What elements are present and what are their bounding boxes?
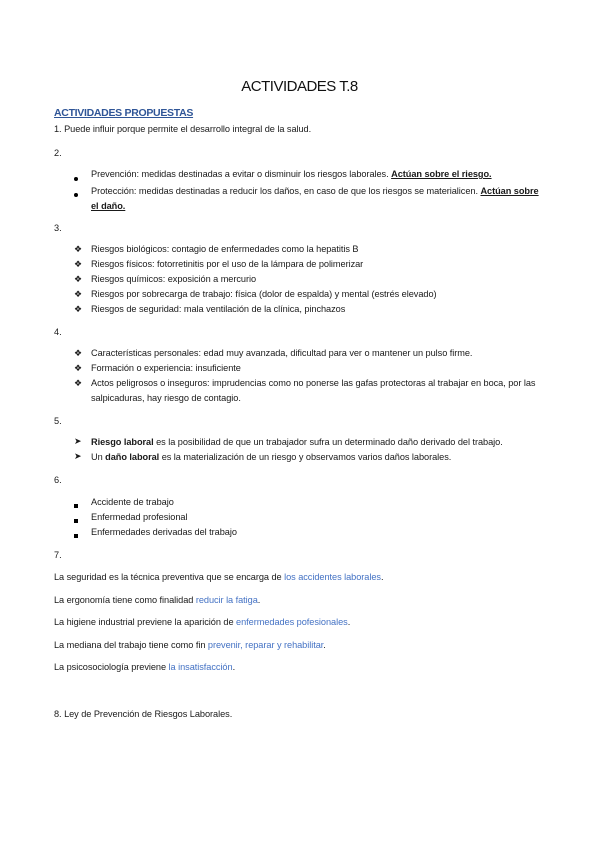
q7-sentence: [54, 640, 326, 650]
diamond-bullet-icon: ❖: [74, 348, 83, 358]
square-bullet-icon: [74, 530, 78, 540]
q7-sentence: [54, 595, 260, 605]
arrow-bullet-icon: ➤: [74, 451, 82, 461]
q3-item: Riesgos físicos: fotorretinitis por el uso de la lámpara de polimerizar: [91, 259, 364, 269]
q7-sentence-text: La psicosociología previene: [54, 662, 169, 672]
q3-item: Riesgos químicos: exposición a mercurio: [91, 274, 257, 284]
q4-item: Formación o experiencia: insuficiente: [91, 363, 241, 373]
q2-item-emphasis: Actúan sobre el daño.: [91, 186, 539, 211]
diamond-bullet-icon: ❖: [74, 259, 83, 269]
q7-sentence-text: La seguridad es la técnica preventiva que se encarga de: [54, 572, 285, 582]
diamond-bullet-icon: ❖: [74, 378, 83, 388]
q7-period: .: [257, 595, 261, 605]
question-5-number: 5.: [54, 416, 62, 426]
q3-item: Riesgos de seguridad: mala ventilación de la clínica, pinchazos: [91, 304, 346, 314]
q7-answer: la insatisfacción: [168, 662, 233, 672]
q5-item: [91, 452, 451, 462]
q7-period: .: [323, 640, 326, 650]
section-heading: ACTIVIDADES PROPUESTAS: [54, 107, 194, 119]
q7-period: .: [232, 662, 236, 672]
q7-period: .: [347, 617, 351, 627]
q7-sentence-text: La ergonomía tiene como finalidad: [54, 595, 196, 605]
q6-item: Enfermedad profesional: [91, 512, 188, 522]
q2-item-text: Protección: medidas destinadas a reducir los daños, en caso de que los riesgos se materialicen.: [91, 186, 481, 196]
q3-item: Riesgos por sobrecarga de trabajo: física (dolor de espalda) y mental (estrés elevado): [91, 289, 437, 299]
q7-answer: prevenir, reparar y rehabilitar: [207, 640, 324, 650]
square-bullet-icon: [74, 500, 78, 510]
diamond-bullet-icon: ❖: [74, 274, 83, 284]
q5-item-text: es la posibilidad de que un trabajador sufra un determinado daño derivado del trabajo.: [153, 437, 503, 447]
question-4-number: 4.: [54, 327, 62, 337]
diamond-bullet-icon: ❖: [74, 304, 83, 314]
disc-bullet-icon: [74, 189, 78, 199]
q7-answer: reducir la fatiga: [195, 595, 258, 605]
q5-item-term: Riesgo laboral: [91, 437, 154, 447]
q3-item: Riesgos biológicos: contagio de enfermedades como la hepatitis B: [91, 244, 359, 254]
disc-bullet-icon: [74, 173, 78, 183]
q7-answer: enfermedades pofesionales: [236, 617, 348, 627]
question-7-number: 7.: [54, 550, 62, 560]
question-6-number: 6.: [54, 475, 62, 485]
q2-item: [91, 169, 492, 179]
arrow-bullet-icon: ➤: [74, 436, 82, 446]
q5-item-prefix: Un: [91, 452, 106, 462]
q4-item: Actos peligrosos o inseguros: imprudencias como no ponerse las gafas protectoras al trabajar en boca, por las salpicaduras, hay riesgo de contagio.: [91, 378, 536, 403]
q7-sentence: [54, 572, 383, 582]
answer-1: 1. Puede influir porque permite el desarrollo integral de la salud.: [54, 124, 312, 134]
q5-item-text: es la materialización de un riesgo y observamos varios daños laborales.: [159, 452, 452, 462]
diamond-bullet-icon: ❖: [74, 289, 83, 299]
answer-8: 8. Ley de Prevención de Riesgos Laborales.: [54, 709, 233, 719]
q6-item: Enfermedades derivadas del trabajo: [91, 527, 237, 537]
diamond-bullet-icon: ❖: [74, 363, 83, 373]
document-title: ACTIVIDADES T.8: [241, 78, 358, 95]
diamond-bullet-icon: ❖: [74, 244, 83, 254]
q5-item-term: daño laboral: [105, 452, 160, 462]
q2-item-text: Prevención: medidas destinadas a evitar o disminuir los riesgos laborales.: [91, 169, 392, 179]
q2-item-emphasis: Actúan sobre el riesgo.: [391, 169, 492, 179]
q2-item: [91, 184, 546, 214]
question-2-number: 2.: [54, 148, 62, 158]
question-3-number: 3.: [54, 223, 62, 233]
q7-sentence-text: La higiene industrial previene la aparición de: [54, 617, 237, 627]
q6-item: Accidente de trabajo: [91, 497, 174, 507]
q7-sentence-text: La mediana del trabajo tiene como fin: [54, 640, 208, 650]
square-bullet-icon: [74, 515, 78, 525]
q7-answer: los accidentes laborales: [284, 572, 381, 582]
q4-item: Características personales: edad muy avanzada, dificultad para ver o mantener un pulso firme.: [91, 348, 473, 358]
q5-item: [91, 437, 503, 447]
q7-period: .: [380, 572, 384, 582]
q7-sentence: [54, 617, 350, 627]
q7-sentence: [54, 662, 235, 672]
